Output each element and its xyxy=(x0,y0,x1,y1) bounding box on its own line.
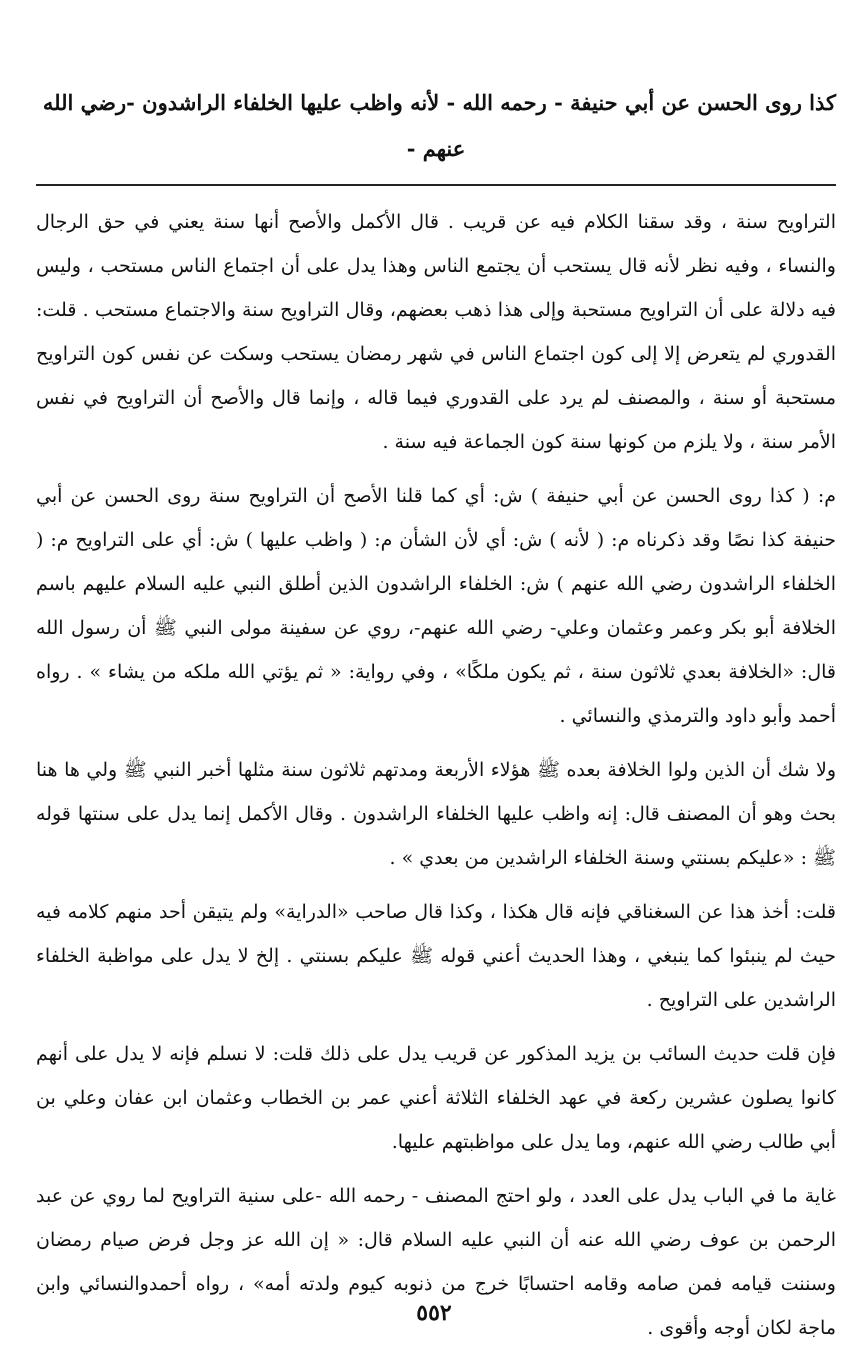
commentary-paragraph: ولا شك أن الذين ولوا الخلافة بعده ﷺ هؤلاء الأربعة ومدتهم ثلاثون سنة مثلها أخبر النبي ﷺ ولي ها هنا بحث وهو أن المصنف قال: إنه واظب عليها الخلفاء الراشدون . وقال الأكمل إنما يدل على سنتها قوله ﷺ : «عليكم بسنتي وسنة الخلفاء الراشدين من بعدي » . xyxy=(36,759,836,869)
main-text-line: كذا روى الحسن عن أبي حنيفة - رحمه الله - لأنه واظب عليها الخلفاء الراشدون -رضي الله xyxy=(42,90,836,115)
page-body xyxy=(36,80,836,1360)
commentary-paragraph: فإن قلت حديث السائب بن يزيد المذكور عن قريب يدل على ذلك قلت: لا نسلم فإنه لا يدل على أنهم كانوا يصلون عشرين ركعة في عهد الخلفاء الثلاثة أعني عمر بن الخطاب وعثمان ابن عفان وعلي بن أبي طالب رضي الله عنهم، وما يدل على مواظبتهم عليها. xyxy=(36,1043,836,1153)
main-text xyxy=(36,80,836,172)
commentary-paragraph: م: ( كذا روى الحسن عن أبي حنيفة ) ش: أي كما قلنا الأصح أن التراويح سنة روى الحسن عن أبي حنيفة كذا نصًا وقد ذكرناه م: ( لأنه ) ش: أي لأن الشأن م: ( واظب عليها ) ش: أي على التراويح م: ( الخلفاء الراشدون رضي الله عنهم ) ش: الخلفاء الراشدون الذين أطلق النبي عليه السلام عليهم باسم الخلافة أبو بكر وعمر وعثمان وعلي- رضي الله عنهم-، روي عن سفينة مولى النبي ﷺ أن رسول الله قال: «الخلافة بعدي ثلاثون سنة ، ثم يكون ملكًا» ، وفي رواية: « ثم يؤتي الله ملكه من يشاء » . رواه أحمد وأبو داود والترمذي والنسائي . xyxy=(36,485,836,727)
main-text-line: عنهم - xyxy=(406,136,466,161)
separator-rule xyxy=(36,184,836,186)
commentary-paragraph: غاية ما في الباب يدل على العدد ، ولو احتج المصنف - رحمه الله -على سنية التراويح لما روي عن عبد الرحمن بن عوف رضي الله عنه أن النبي عليه السلام قال: « إن الله عز وجل فرض صيام رمضان وسننت قيامه فمن صامه وقامه احتسابًا خرج من ذنوبه كيوم ولدته أمه» ، رواه أحمدوالنسائي وابن ماجة لكان أوجه وأقوى . xyxy=(36,1185,836,1339)
commentary-paragraph: التراويح سنة ، وقد سقنا الكلام فيه عن قريب . قال الأكمل والأصح أنها سنة يعني في حق الرجال والنساء ، وفيه نظر لأنه قال يستحب أن يجتمع الناس وهذا يدل على أن اجتماع الناس مستحب ، وليس فيه دلالة على أن التراويح مستحبة وإلى هذا ذهب بعضهم، وقال التراويح سنة والاجتماع مستحب . قلت: القدوري لم يتعرض إلا إلى كون اجتماع الناس في شهر رمضان يستحب وسكت عن نفس كون التراويح مستحبة أو سنة ، والمصنف لم يرد على القدوري فيما قاله ، وإنما قال والأصح أن التراويح في نفس الأمر سنة ، ولا يلزم من كونها سنة كون الجماعة فيه سنة . xyxy=(36,211,836,453)
page-number: ٥٥٢ xyxy=(416,1300,452,1326)
commentary-paragraph: قلت: أخذ هذا عن السغناقي فإنه قال هكذا ، وكذا قال صاحب «الدراية» ولم يتيقن أحد منهم كلامه فيه حيث لم ينبئوا كما ينبغي ، وهذا الحديث أعني قوله ﷺ عليكم بسنتي . إلخ لا يدل على مواظبة الخلفاء الراشدين على التراويح . xyxy=(36,901,836,1011)
